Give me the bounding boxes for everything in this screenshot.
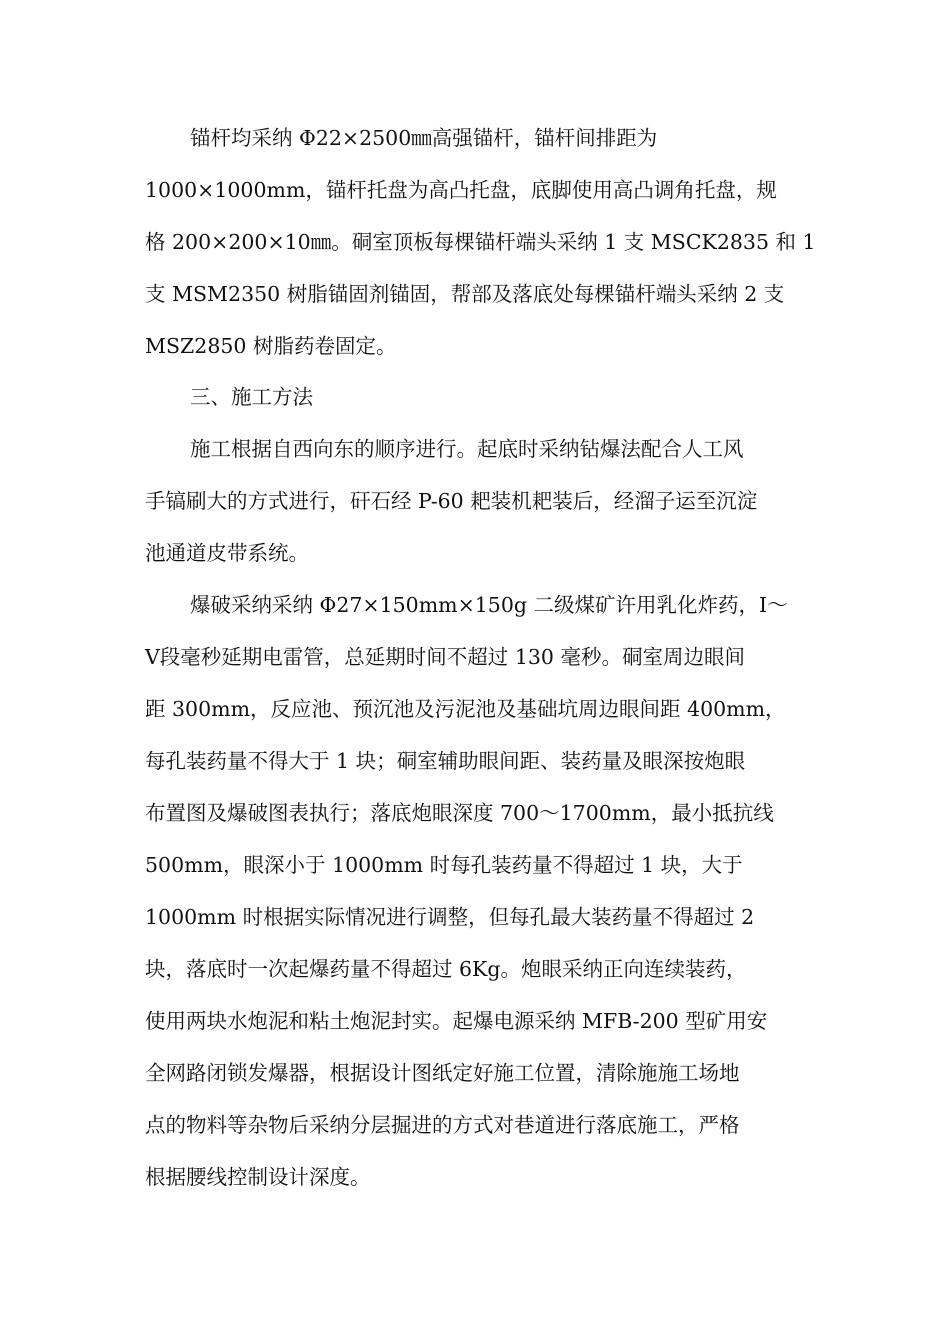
text-line: 点的物料等杂物后采纳分层掘进的方式对巷道进行落底施工，严格 (145, 1113, 740, 1137)
text-line: 使用两块水炮泥和粘土炮泥封实。起爆电源采纳 MFB-200 型矿用安 (145, 1009, 768, 1033)
text-line: MSZ2850 树脂药卷固定。 (145, 334, 397, 358)
text-line: 块，落底时一次起爆药量不得超过 6Kg。炮眼采纳正向连续装药， (145, 957, 747, 981)
text-line: 爆破采纳采纳 Φ27×150mm×150g 二级煤矿许用乳化炸药，Ⅰ～ (190, 593, 788, 617)
text-line: 池通道皮带系统。 (145, 541, 309, 565)
section-heading: 三、施工方法 (190, 385, 313, 409)
text-line: 锚杆均采纳 Φ22×2500㎜高强锚杆，锚杆间排距为 (190, 126, 658, 150)
text-line: 根据腰线控制设计深度。 (145, 1165, 371, 1189)
text-line: 布置图及爆破图表执行；落底炮眼深度 700～1700mm，最小抵抗线 (145, 801, 774, 825)
text-line: 1000mm 时根据实际情况进行调整，但每孔最大装药量不得超过 2 (145, 905, 755, 929)
text-line: 1000×1000mm，锚杆托盘为高凸托盘，底脚使用高凸调角托盘，规 (145, 178, 777, 202)
text-line: Ⅴ段毫秒延期电雷管，总延期时间不超过 130 毫秒。硐室周边眼间 (145, 645, 745, 669)
text-line: 手镐刷大的方式进行，矸石经 P-60 耙装机耙装后，经溜子运至沉淀 (145, 489, 758, 513)
text-line: 施工根据自西向东的顺序进行。起底时采纳钻爆法配合人工风 (190, 437, 744, 461)
text-line: 500mm，眼深小于 1000mm 时每孔装药量不得超过 1 块，大于 (145, 853, 743, 877)
text-line: 距 300mm，反应池、预沉池及污泥池及基础坑周边眼间距 400mm， (145, 697, 786, 721)
text-line: 每孔装药量不得大于 1 块；硐室辅助眼间距、装药量及眼深按炮眼 (145, 749, 746, 773)
text-line: 支 MSM2350 树脂锚固剂锚固，帮部及落底处每棵锚杆端头采纳 2 支 (145, 282, 785, 306)
text-line: 格 200×200×10㎜。硐室顶板每棵锚杆端头采纳 1 支 MSCK2835 和 1 (145, 230, 816, 254)
text-line: 全网路闭锁发爆器，根据设计图纸定好施工位置，清除施施工场地 (145, 1061, 740, 1085)
